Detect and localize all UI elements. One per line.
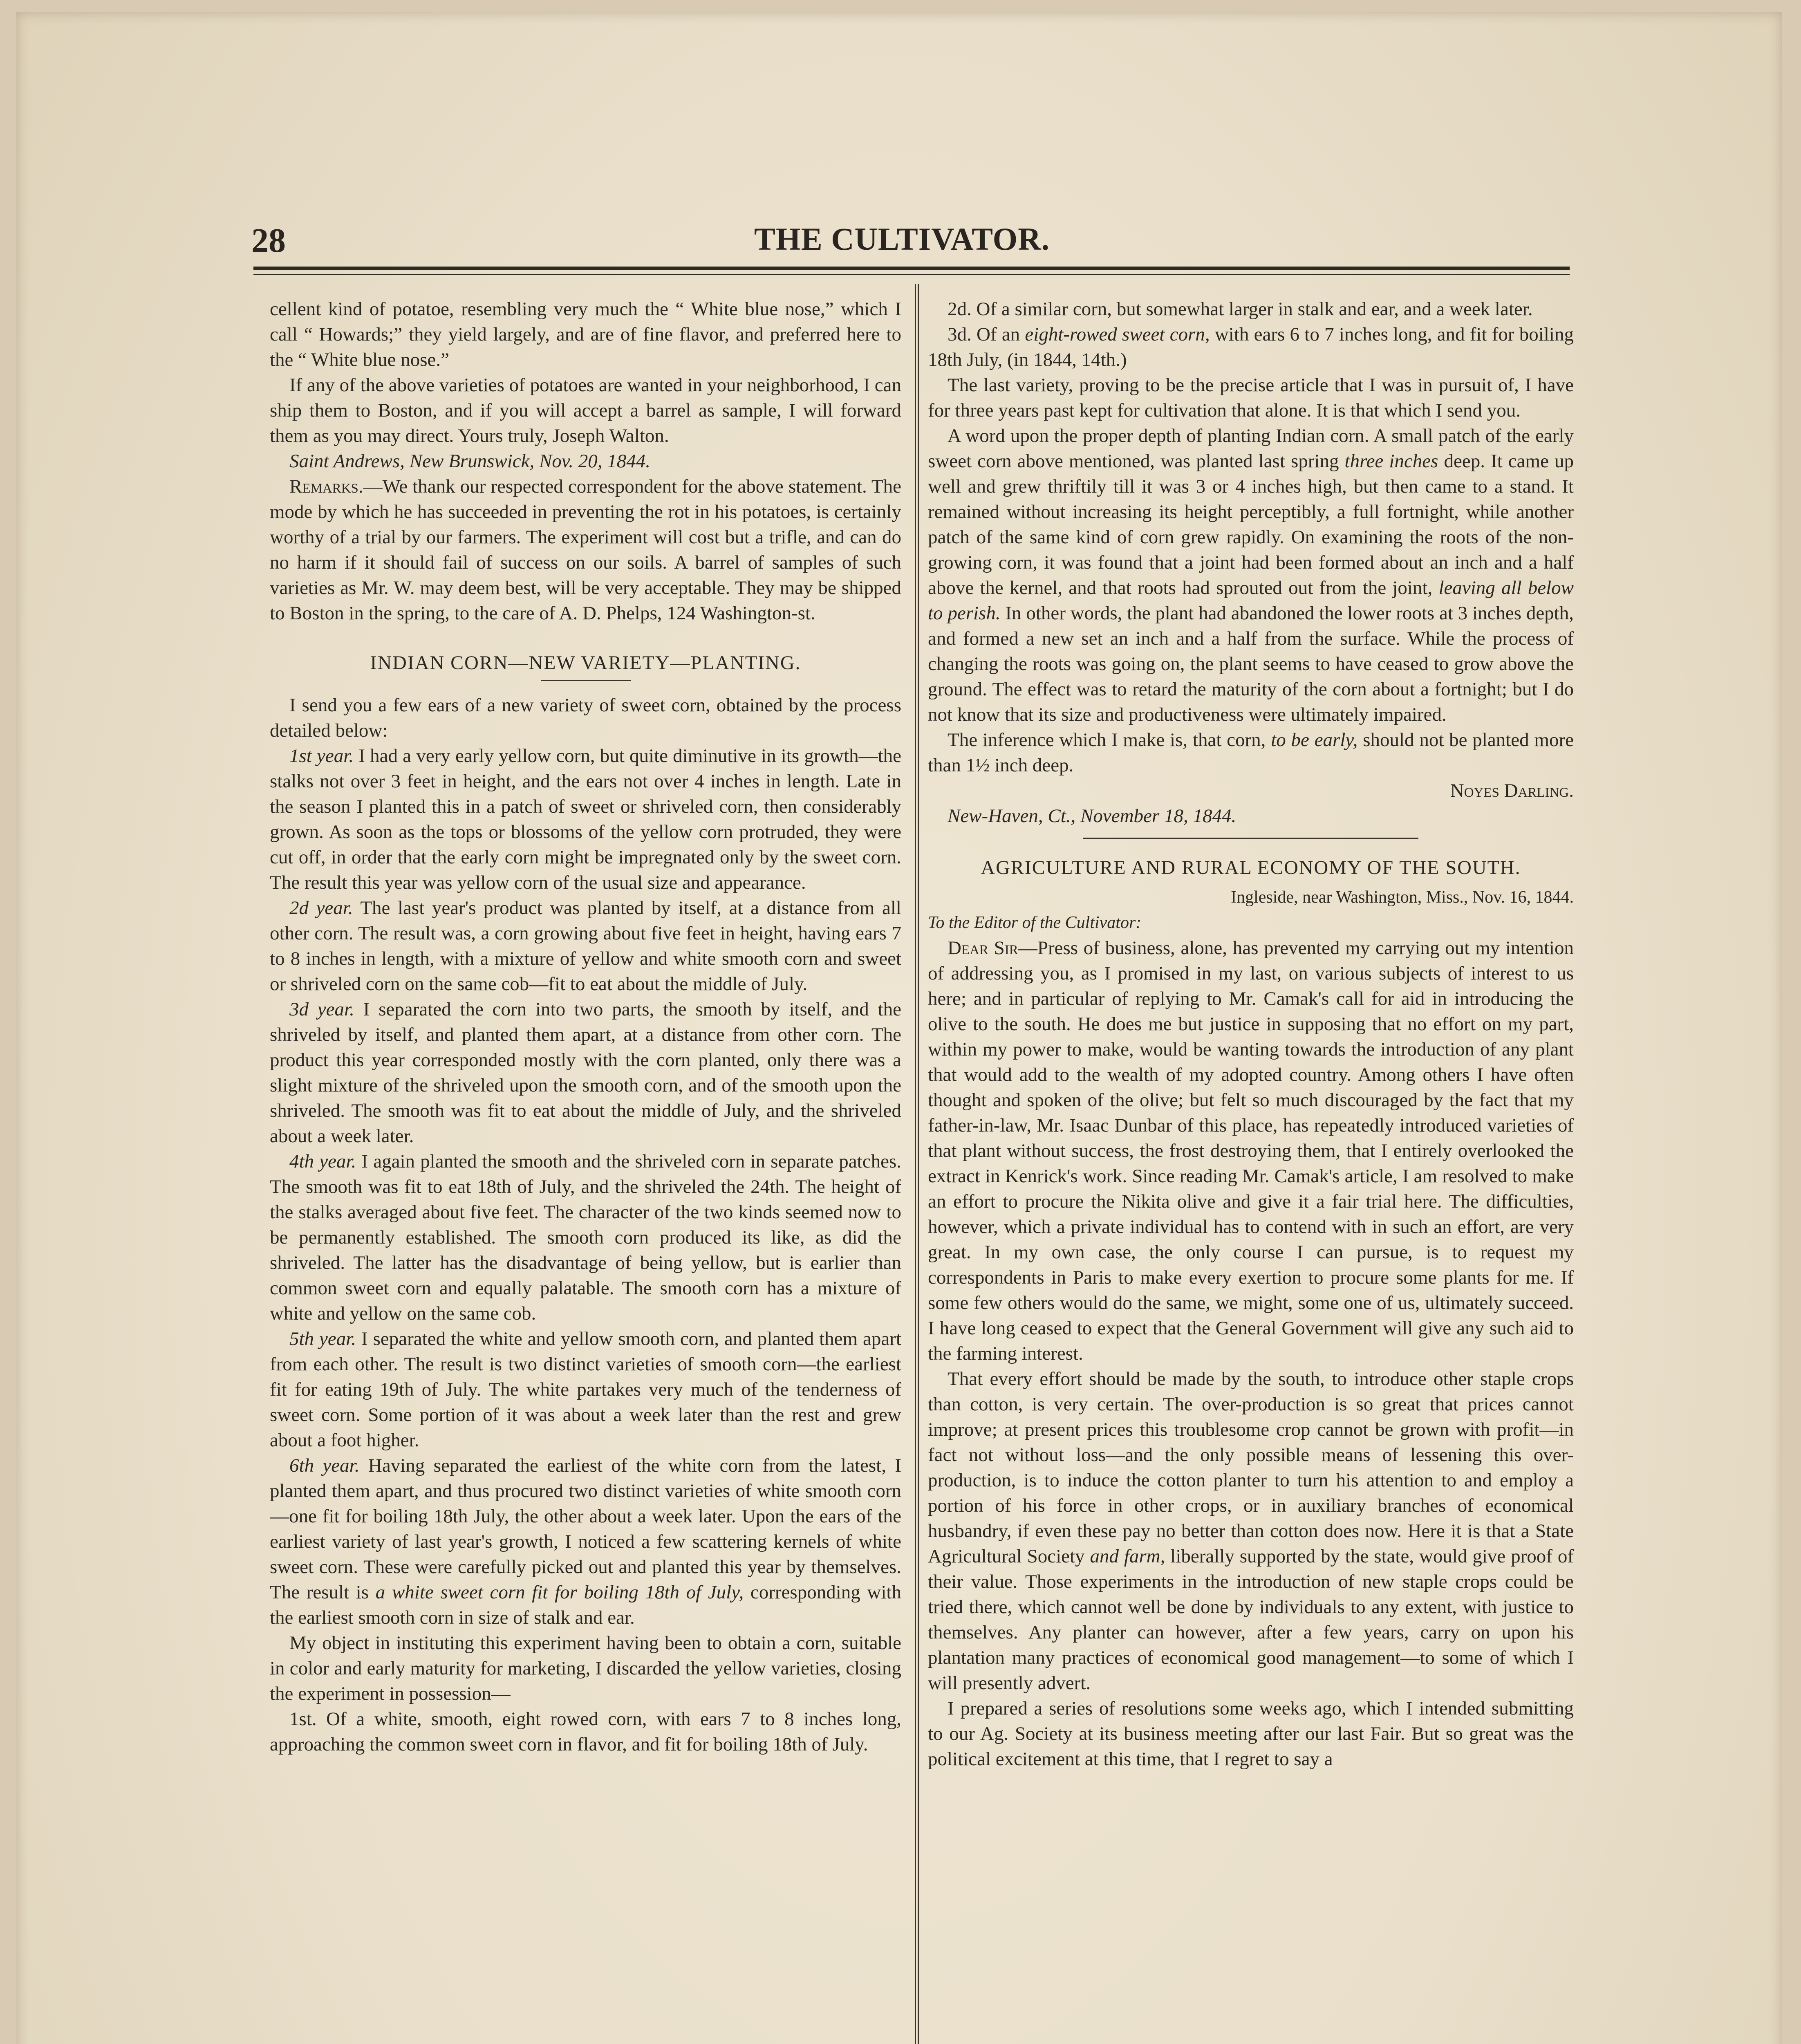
paragraph: My object in instituting this experiment having been to obtain a corn, suitable in color and early maturity for marketing, I discarded the yellow varieties, closing the experiment in possession— xyxy=(270,1632,901,1704)
list-item xyxy=(928,322,1574,372)
emphasis: three inches xyxy=(1344,450,1438,472)
text: should not be planted more than 1½ inch deep. xyxy=(928,729,1574,776)
paragraph xyxy=(270,743,901,895)
remarks-text: —We thank our respected correspondent for the above statement. The mode by which he has succeeded in preventing the rot in his potatoes, is certainly worthy of a trial by our farmers. The experiment will cost but a trifle, and can do no harm if it should fail of success on our soils. A barrel of samples of such varieties as Mr. W. may deem best, will be very acceptable. They may be shipped to Boston in the spring, to the care of A. D. Phelps, 124 Washington-st. xyxy=(270,476,901,624)
year-text: I again planted the smooth and the shriveled corn in separate patches. The smooth was fit to eat 18th of July, and the shriveled the 24th. The height of the stalks averaged about five feet. The character of the two kinds seemed now to be permanently established. The smooth corn produced its like, as did the shriveled. The latter has the disadvantage of being yellow, but is earlier than common sweet corn and equally palatable. The smooth corn has a mixture of white and yellow on the same cob. xyxy=(270,1151,901,1324)
paragraph xyxy=(928,727,1574,778)
text: 3d. Of an xyxy=(948,324,1025,345)
emphasis: leaving all below to perish. xyxy=(928,577,1574,624)
running-head: THE CULTIVATOR. xyxy=(754,221,1050,257)
year-text: Having separated the earliest of the white corn from the latest, I planted them apart, and thus procured two distinct varieties of white smooth corn—one fit for boiling 18th July, the other about a week later. Upon the ears of the earliest variety of last year's growth, I noticed a few scattering kernels of white sweet corn. These were carefully picked out and planted this year by themselves. The result is xyxy=(270,1455,901,1603)
right-column xyxy=(928,296,1574,2044)
salutation: To the Editor of the Cultivator: xyxy=(928,913,1142,932)
emphasis: and farm, xyxy=(1090,1546,1165,1567)
year-text: The last year's product was planted by itself, at a distance from all other corn. The result was, a corn growing about five feet in height, having ears 7 to 8 inches in length, with a mixture of yellow and white smooth corn and sweet or shriveled corn on the same cob—fit to eat about the middle of July. xyxy=(270,897,901,995)
text: In other words, the plant had abandoned the lower roots at 3 inches depth, and formed a new set an inch and a half from the surface. While the process of changing the roots was going on, the plant seems to have ceased to grow above the ground. The effect was to retard the maturity of the corn about a fortnight; but I do not know that its size and productiveness were ultimately impaired. xyxy=(928,603,1574,725)
emphasis: eight-rowed sweet corn, xyxy=(1025,324,1210,345)
year-label: 1st year. xyxy=(289,745,354,766)
text: A word upon the proper depth of planting Indian corn. A small patch of the early sweet corn above mentioned, was planted last spring xyxy=(928,425,1574,472)
dear-sir: Dear Sir xyxy=(948,937,1018,959)
text: —Press of business, alone, has prevented my carrying out my intention of addressing you, as I promised in my last, on various subjects of interest to us here; and in particular of replying to Mr. Camak's call for aid in introducing the olive to the south. He does me but justice in supposing that no effort on my part, within my power to make, would be wanting towards the introduction of any plant that would add to the wealth of my adopted country. Among others I have often thought and spoken of the olive; but felt so much discouraged by the fact that my father-in-law, Mr. Isaac Dunbar of this place, has repeatedly introduced varieties of that plant without success, the frost destroying them, that I entirely overlooked the extract in Kenrick's work. Since reading Mr. Camak's article, I am resolved to make an effort to procure the Nikita olive and give it a fair trial here. The difficulties, however, which a private individual has to contend with in such an effort, are very great. In my own case, the only course I can pursue, is to request my correspondents in Paris to make every exertion to procure some plants for me. If some few others would do the same, we might, some one of us, ultimately succeed. I have long ceased to expect that the General Government will give any such aid to the farming interest. xyxy=(928,937,1574,1364)
year-label: 2d year. xyxy=(289,897,353,919)
year-text: I separated the white and yellow smooth corn, and planted them apart from each other. The result is two distinct varieties of smooth corn—the earliest fit for eating 19th of July. The white partakes very much of the tenderness of sweet corn. Some portion of it was about a week later than the rest and grew about a foot higher. xyxy=(270,1328,901,1451)
remarks-paragraph xyxy=(270,474,901,626)
emphasis: a white sweet corn fit for boiling 18th of July, xyxy=(375,1582,744,1603)
year-label: 3d year. xyxy=(289,999,354,1020)
year-text: corresponding with the earliest smooth corn in size of stalk and ear. xyxy=(270,1582,901,1628)
left-column xyxy=(270,296,901,2044)
column-divider xyxy=(915,284,919,2044)
list-item: 1st. Of a white, smooth, eight rowed corn, with ears 7 to 8 inches long, approaching the common sweet corn in flavor, and fit for boiling 18th of July. xyxy=(270,1708,901,1755)
paragraph: I send you a few ears of a new variety of sweet corn, obtained by the process detailed below: xyxy=(270,695,901,741)
signature: Noyes Darling. xyxy=(1450,780,1574,801)
paragraph xyxy=(270,997,901,1149)
paragraph xyxy=(270,895,901,997)
emphasis: to be early, xyxy=(1271,729,1358,751)
header-rule-thin xyxy=(253,274,1570,275)
text: deep. It came up well and grew thriftily till it was 3 or 4 inches high, but then came to a stand. It remained without increasing its height perceptibly, a full fortnight, while another patch of the same kind of corn grew rapidly. On examining the roots of the non-growing corn, it was found that a joint had been formed about an inch and a half above the kernel, and that roots had sprouted out from the joint, xyxy=(928,450,1574,598)
list-item: 2d. Of a similar corn, but somewhat larger in stalk and ear, and a week later. xyxy=(948,298,1533,320)
text: That every effort should be made by the south, to introduce other staple crops than cotton, is very certain. The over-production is so great that prices cannot improve; at present prices this troublesome crop cannot be grown with profit—in fact not without loss—and the only possible means of lessening this over-production, is to induce the cotton planter to turn his attention to and employ a portion of his force in other crops, or in auxiliary branches of economical husbandry, if even these pay no better than cotton does now. Here it is that a State Agricultural Society xyxy=(928,1368,1574,1567)
text: with ears 6 to 7 inches long, and fit for boiling 18th July, (in 1844, 14th.) xyxy=(928,324,1574,370)
paragraph: The last variety, proving to be the precise article that I was in pursuit of, I have for three years past kept for cultivation that alone. It is that which I send you. xyxy=(928,374,1574,421)
page-number: 28 xyxy=(251,222,286,260)
paragraph xyxy=(270,1149,901,1326)
paragraph xyxy=(928,935,1574,1366)
paragraph xyxy=(270,1453,901,1630)
article-heading: INDIAN CORN—NEW VARIETY—PLANTING. xyxy=(370,652,801,674)
place-date: Saint Andrews, New Brunswick, Nov. 20, 1844. xyxy=(289,450,650,472)
paragraph: cellent kind of potatoe, resembling very much the “ White blue nose,” which I call “ Howards;” they yield largely, and are of fine flavor, and preferred here to the “ White blue nose.” xyxy=(270,298,901,370)
paragraph xyxy=(270,1326,901,1453)
year-label: 5th year. xyxy=(289,1328,356,1349)
header-rule-thick xyxy=(253,267,1570,270)
text: liberally supported by the state, would give proof of their value. Those experiments in the introduction of new staple crops could be tried there, which cannot well be done by individuals to any extent, with justice to themselves. Any planter can however, after a few years, carry on upon his plantation many practices of economical good management—to some of which I will presently advert. xyxy=(928,1546,1574,1694)
place-date: New-Haven, Ct., November 18, 1844. xyxy=(948,805,1237,827)
article-end-rule xyxy=(1083,838,1418,839)
dateline: Ingleside, near Washington, Miss., Nov. 16, 1844. xyxy=(1231,888,1574,907)
year-text: I had a very early yellow corn, but quite diminutive in its growth—the stalks not over 3 feet in height, and the ears not over 4 inches in length. Late in the season I planted this in a patch of sweet or shriveled corn, then considerably grown. As soon as the tops or blossoms of the yellow corn protruded, they were cut off, in order that the early corn might be impregnated only by the sweet corn. The result this year was yellow corn of the usual size and appearance. xyxy=(270,745,901,893)
remarks-label: Remarks. xyxy=(289,476,363,497)
year-text: I separated the corn into two parts, the smooth by itself, and the shriveled by itself, and planted them apart, at a distance from other corn. The product this year corresponded mostly with the corn planted, only there was a slight mixture of the shriveled upon the smooth corn, and of the smooth upon the shriveled. The smooth was fit to eat about the middle of July, and the shriveled about a week later. xyxy=(270,999,901,1147)
paragraph xyxy=(928,423,1574,727)
year-label: 4th year. xyxy=(289,1151,356,1172)
heading-rule xyxy=(541,680,631,681)
paragraph xyxy=(928,1366,1574,1696)
paragraph: I prepared a series of resolutions some weeks ago, which I intended submitting to our Ag. Society at its business meeting after our last Fair. But so great was the political excitement at this time, that I regret to say a xyxy=(928,1698,1574,1770)
article-heading: AGRICULTURE AND RURAL ECONOMY OF THE SOUTH. xyxy=(981,857,1521,879)
year-label: 6th year. xyxy=(289,1455,360,1476)
text: The inference which I make is, that corn, xyxy=(948,729,1271,751)
paragraph: If any of the above varieties of potatoes are wanted in your neighborhood, I can ship them to Boston, and if you will accept a barrel as sample, I will forward them as you may direct. Yours truly, Joseph Walton. xyxy=(270,374,901,446)
